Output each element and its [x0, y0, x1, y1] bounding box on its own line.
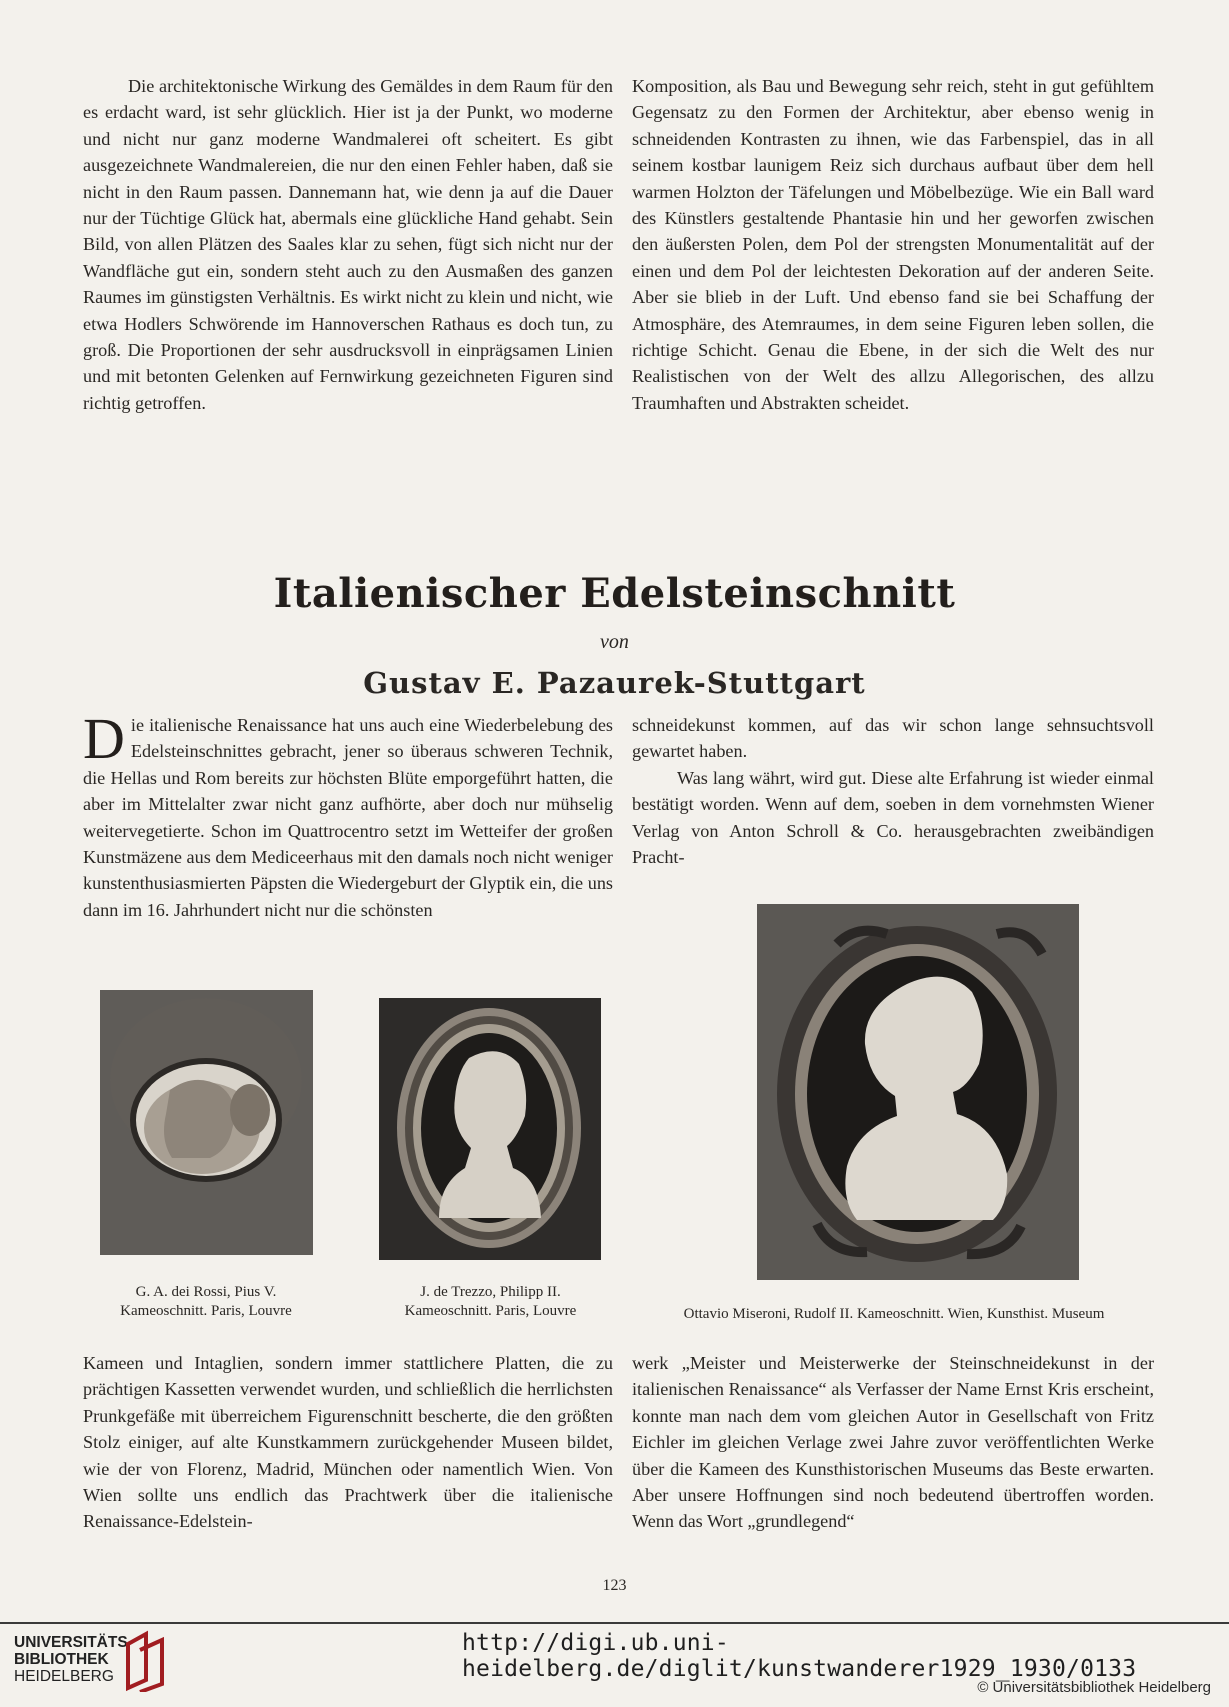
caption-line: Kameoschnitt. Paris, Louvre — [120, 1303, 292, 1319]
paragraph — [83, 706, 613, 923]
drop-cap: D — [83, 706, 125, 771]
cameo-photo-pius — [100, 990, 313, 1255]
library-name-line: UNIVERSITÄTS- — [14, 1634, 133, 1651]
figure-caption-pius — [90, 1283, 322, 1321]
paragraph: Kameen und Intaglien, sondern immer stattlichere Platten, die zu prächtigen Kassetten verwendet wurden, und schließlich die herrlichsten Prunkgefäße mit überreichem Figurenschnitt bescherte, die den größten Stolz einiger, auf alte Kunstkammern zurückgehender Museen bildet, wie der von Florenz, Madrid, München oder namentlich Wien. Von Wien sollte uns endlich das Prachtwerk über die italienische Renaissance-Edelstein- — [83, 1353, 613, 1532]
paragraph: werk „Meister und Meisterwerke der Steinschneidekunst in der italienischen Renaissance“ als Verfasser der Name Ernst Kris erscheint, konnte man nach dem vom gleichen Autor in Gesellschaft von Fritz Eichler im gleichen Verlage zwei Jahre zuvor veröffentlichten Werke über die Kameen des Kunsthistorischen Museums das Beste erwarten. Aber unsere Hoffnungen sind noch bedeutend übertroffen worden. Wenn das Wort „grundlegend“ — [632, 1353, 1154, 1532]
library-logo-icon — [124, 1630, 170, 1697]
article-title: Italienischer Edelsteinschnitt — [273, 570, 956, 617]
column-bottom-left — [83, 1350, 613, 1535]
byline-von: von — [600, 631, 629, 653]
column-top-right — [632, 73, 1154, 416]
cameo-photo-philipp — [379, 998, 601, 1260]
article-heading — [0, 570, 1229, 700]
library-name-line: BIBLIOTHEK — [14, 1651, 109, 1668]
column-mid-right — [632, 712, 1154, 870]
column-bottom-right — [632, 1350, 1154, 1535]
paragraph: schneidekunst kommen, auf das wir schon lange sehnsuchtsvoll gewartet haben. — [632, 715, 1154, 762]
column-mid-left — [83, 706, 613, 923]
library-logo-text — [14, 1634, 133, 1685]
caption-line: J. de Trezzo, Philipp II. — [420, 1284, 561, 1300]
caption-line: G. A. dei Rossi, Pius V. — [135, 1284, 277, 1300]
paragraph: Die architektonische Wirkung des Gemäldes in dem Raum für den es erdacht ward, ist sehr glücklich. Hier ist ja der Punkt, wo moderne und nicht nur ganz moderne Wandmalerei oft scheitert. Es gibt ausgezeichnete Wandmalereien, die nur den einen Fehler haben, daß sie nicht in den Raum passen. Dannemann hat, wie denn ja auf die Dauer nur der Tüchtige Glück hat, abermals eine glückliche Hand gehabt. Sein Bild, von allen Plätzen des Saales klar zu sehen, fügt sich nicht nur der Wandfläche gut ein, sondern steht auch zu den Ausmaßen des ganzen Raumes im günstigsten Verhältnis. Es wirkt nicht zu klein und nicht, wie etwa Hodlers Schwörende im Hannoverschen Rathaus es doch tun, zu groß. Die Proportionen der sehr ausdrucksvoll in einprägsamen Linien und mit betonten Gelenken auf Fernwirkung gezeichneten Figuren sind richtig getroffen. — [83, 76, 613, 413]
article-author: Gustav E. Pazaurek-Stuttgart — [363, 666, 866, 700]
footer-divider — [0, 1622, 1229, 1624]
paragraph: Komposition, als Bau und Bewegung sehr reich, steht in gut gefühltem Gegensatz zu den Formen der Architektur, aber ebenso wenig in schneidenden Kontrasten zu ihnen, wie das Farbenspiel, das in all seinem kostbar launigem Reiz sich durchaus aufbaut über dem hell warmen Holzton der Täfelungen und Möbelbezüge. Wie ein Ball ward des Künstlers gestaltende Phantasie hin und her geworfen zwischen den äußersten Polen, dem Pol der strengsten Monumentalität auf der einen und dem Pol der leichtesten Dekoration auf der anderen Seite. Aber sie blieb in der Luft. Und ebenso fand sie bei Schaffung der Atmosphäre, des Atemraumes, in dem seine Figuren leben sollen, die richtige Schicht. Genau die Ebene, in der sich die Welt des nur Realistischen von der Welt des allzu Allegorischen, des allzu Traumhaften und Abstrakten scheidet. — [632, 76, 1154, 413]
paragraph-text: ie italienische Renaissance hat uns auch eine Wiederbelebung des Edelsteinschnittes gebracht, jener so überaus schweren Technik, die Hellas und Rom bereits zur höchsten Blüte emporgeführt hatten, die aber im Mittelalter zwar nicht ganz aufhörte, aber doch nur mühselig weitervegetierte. Schon im Quattrocentro setzt im Wetteifer der großen Kunstmäzene aus dem Mediceerhaus mit den damals noch nicht weniger kunstenthusiasmierten Päpsten die Wiedergeburt der Glyptik ein, die uns dann im 16. Jahrhundert nicht nur die schönsten — [83, 715, 613, 920]
cameo-photo-rudolf — [757, 904, 1079, 1280]
source-url-link[interactable]: http://digi.ub.uni-heidelberg.de/diglit/kunstwanderer1929_1930/0133 — [462, 1630, 1137, 1682]
caption-line: Kameoschnitt. Paris, Louvre — [404, 1303, 577, 1319]
paragraph: Was lang währt, wird gut. Diese alte Erfahrung ist wieder einmal bestätigt worden. Wenn auf dem, soeben in dem vornehmsten Wiener Verlag von Anton Schroll & Co. herausgebrachten zweibändigen Pracht- — [632, 767, 1154, 868]
figure-caption-rudolf: Ottavio Miseroni, Rudolf II. Kameoschnitt. Wien, Kunsthist. Museum — [683, 1306, 1105, 1322]
copyright-notice: © Universitätsbibliothek Heidelberg — [977, 1679, 1211, 1696]
column-top-left — [83, 73, 613, 416]
library-name-line: HEIDELBERG — [14, 1668, 114, 1685]
page-number: 123 — [602, 1577, 627, 1594]
figure-caption-philipp — [368, 1283, 613, 1321]
